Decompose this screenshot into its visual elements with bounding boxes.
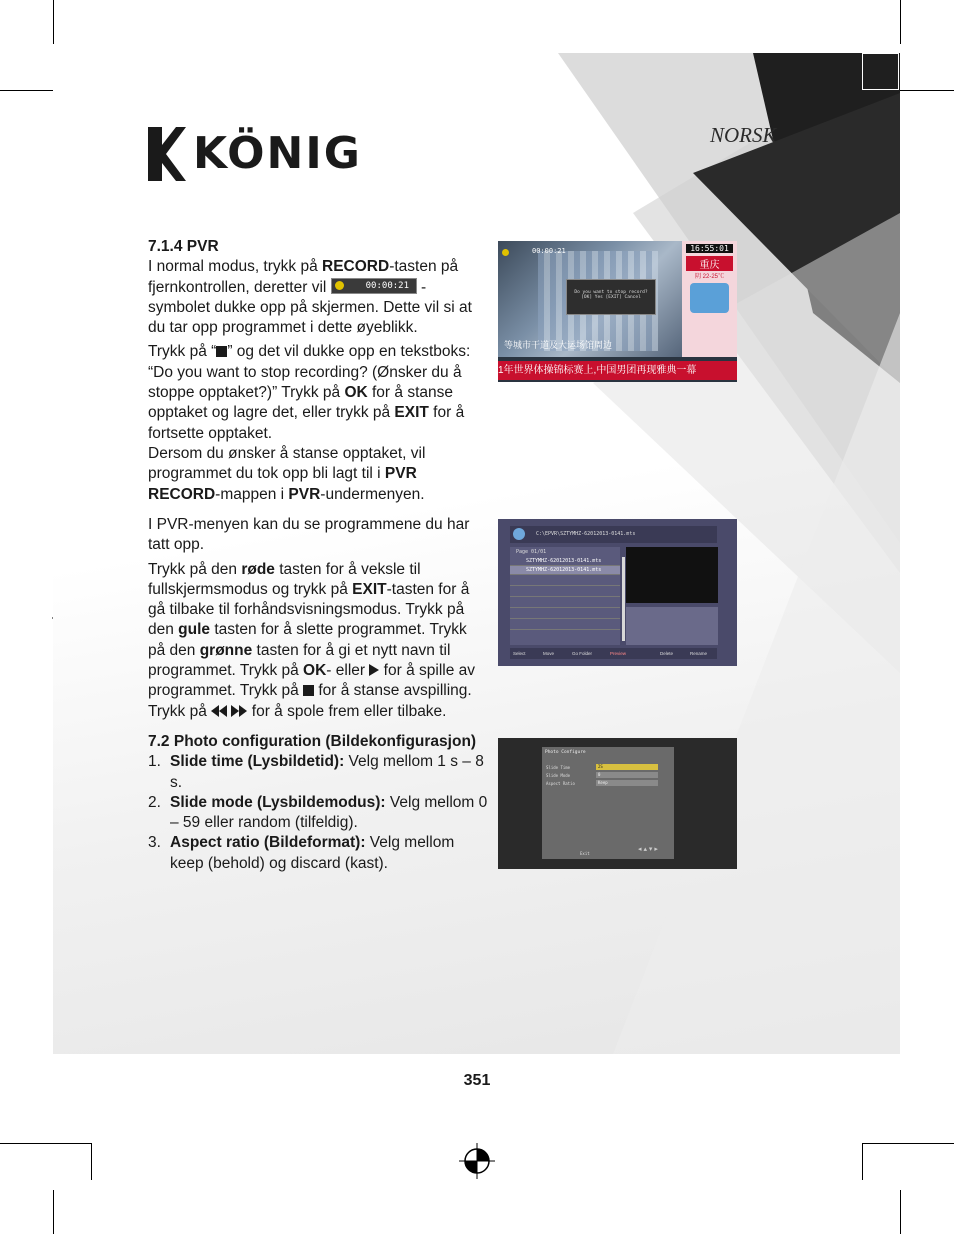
tv-recording-screenshot (498, 241, 737, 382)
stop-icon (216, 346, 227, 357)
pvr-menu-paragraph-1: I PVR-menyen kan du se programmene du har tatt opp. (148, 516, 470, 554)
aspect-ratio-value[interactable]: Keep (596, 780, 658, 786)
info-panel (626, 607, 718, 645)
pvr-section (148, 237, 488, 505)
pvr-paragraph-2: Trykk på “ ” og det vil dukke opp en tekstboks: “Do you want to stop recording? (Ønsker du å stoppe opptaket?)” Trykk på OK for å stanse opptaket og lagre det, eller trykk på EXIT for å fortsette opptaket. (148, 343, 471, 442)
photo-list-item: 1. Slide time (Lysbildetid): Velg mellom 1 s – 8 s. (148, 753, 484, 791)
crop-mark (91, 1143, 92, 1180)
news-ticker: 1年世界体操锦标赛上,中国男团再现雅典一幕 (498, 361, 737, 380)
pvr-menu-paragraph-2: Trykk på den røde tasten for å veksle til fullskjermsmodus og trykk på EXIT-tasten for å gå tilbake til forhåndsvisningsmodus. Trykk på den gule tasten for å slette programmet. Trykk på den grønne tasten for å gi et nytt navn til programmet. Trykk på OK- eller for å spille av programmet. Trykk på for å stanse avspilling. Trykk på for å spole frem eller tilbake. (148, 560, 476, 720)
list-item[interactable]: SZTYMHZ-62012013-0141.mts (510, 557, 620, 566)
language-label: NORSK (710, 123, 777, 147)
photo-list-item: 2. Slide mode (Lysbildemodus): Velg mellom 0 – 59 eller random (tilfeldig). (148, 793, 488, 832)
caption-text: 等城市干道及大运场馆周边 (504, 340, 613, 350)
photo-configure-screenshot (498, 738, 737, 869)
pvr-browser-screenshot (498, 519, 737, 666)
scrollbar[interactable] (622, 557, 625, 641)
page-number: 351 (463, 1072, 491, 1089)
slide-time-value[interactable]: 2S (596, 764, 658, 770)
pvr-paragraph-1: I normal modus, trykk på RECORD-tasten på fjernkontrollen, deretter vil 00:00:21 -symbolet dukke opp på skjermen. Dette vil si at du tar opp programmet i dette øyeblikk. (148, 258, 472, 337)
crop-mark (862, 1143, 954, 1144)
rewind-icon (211, 703, 227, 720)
nav-arrows-icon: ◂ ▴ ▾ ▸ (638, 846, 658, 853)
crop-mark (900, 1190, 901, 1234)
list-item[interactable]: SZTYMHZ-62012013-0141.mts (510, 566, 620, 575)
crop-mark (53, 1190, 54, 1234)
brand-wordmark: KÖNIG (193, 128, 362, 179)
photo-list-item: 3. Aspect ratio (Bildeformat): Velg mellom keep (behold) og discard (kast). (148, 834, 455, 872)
record-indicator-icon: 00:00:21 (331, 278, 417, 294)
crop-mark (53, 0, 54, 44)
pvr-menu-section (148, 515, 488, 722)
config-dialog: Photo Configure Slide Time 2S Slide Mode 0 Aspect Ratio Keep Exit ◂ ▴ ▾ ▸ (542, 747, 674, 859)
footer-bar: Select Move Go Folder Preview Delete Rename (510, 648, 717, 659)
play-icon (369, 664, 379, 676)
pvr-paragraph-3: Dersom du ønsker å stanse opptaket, vil programmet du tok opp bli lagt til i PVR RECORD-mappen i PVR-undermenyen. (148, 444, 426, 503)
crop-mark (862, 1143, 863, 1180)
record-dot-icon (502, 249, 509, 256)
crop-mark (0, 1143, 91, 1144)
registration-mark-bottom (459, 1143, 495, 1179)
photo-section (148, 732, 488, 874)
stop-icon (303, 685, 314, 696)
crop-mark (900, 0, 901, 44)
corner-box (862, 53, 899, 90)
pvr-heading: 7.1.4 PVR (148, 238, 219, 255)
weather-panel: 16:55:01 重庆 阴 22-25℃ (682, 241, 737, 357)
fast-forward-icon (231, 703, 247, 720)
slide-mode-value[interactable]: 0 (596, 772, 658, 778)
folder-icon (513, 528, 525, 540)
file-list: Page 01/01 SZTYMHZ-62012013-0141.mts SZTYMHZ-62012013-0141.mts (510, 547, 620, 645)
photo-heading: 7.2 Photo configuration (Bildekonfigurasjon) (148, 733, 477, 750)
preview-window (626, 547, 718, 603)
record-time: 00:00:21 (532, 247, 566, 255)
exit-hint: Exit (580, 851, 590, 856)
konig-logo-icon (148, 127, 186, 181)
stop-record-dialog: Do you want to stop record? [OK] Yes [EXIT] Cancel (566, 279, 656, 315)
path-bar: C:\EPVR\SZTYMHZ-62012013-0141.mts (510, 526, 717, 543)
